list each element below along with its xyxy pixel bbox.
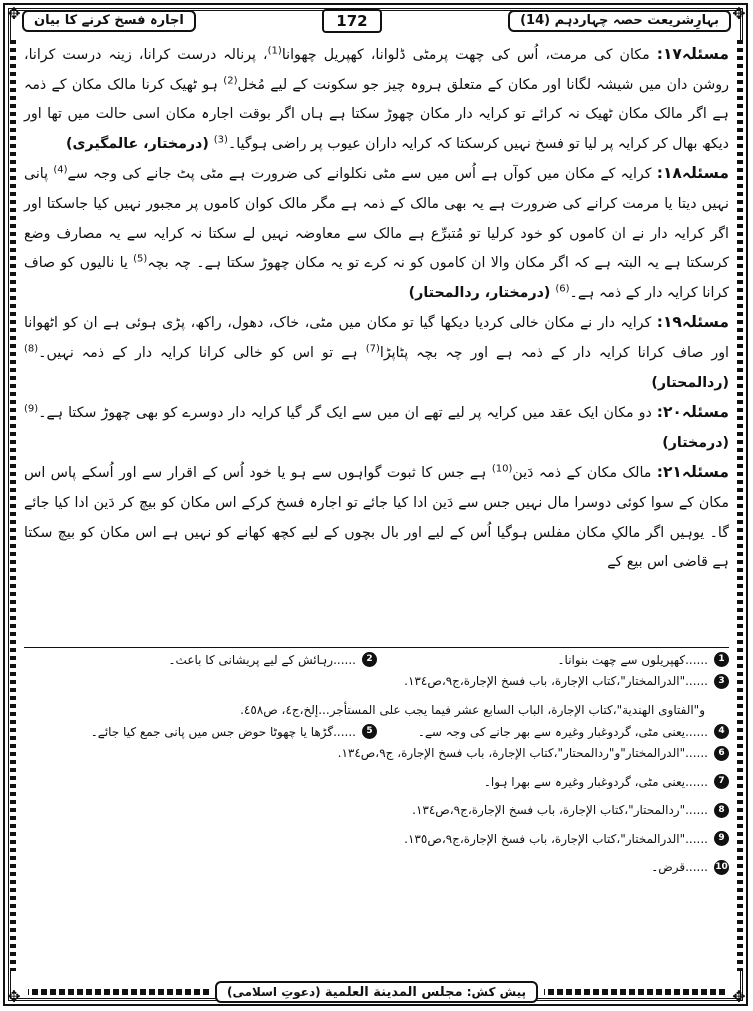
page-header <box>22 10 731 32</box>
masala-label: مسئلہ۱۷: <box>656 45 729 63</box>
masala-text: ہے تو اس کو خالی کرانا کرایہ دار کے ذمہ نہیں۔ <box>38 344 366 361</box>
footnote-text: ......یعنی مٹی، گردوغبار وغیرہ سے بھر جانے کی وجہ سے۔ <box>417 724 708 739</box>
masala-18 <box>24 159 729 308</box>
masala-text: ، پرنالہ درست کرانا، زینہ درست کرانا، روشن دان میں شیشہ لگانا اور مکان کے متعلق ہروہ چیز جو سکونت کے لیے مُخل <box>24 47 729 93</box>
footnote-ref[interactable]: (7) <box>365 343 380 355</box>
masala-label: مسئلہ۱۹: <box>656 313 729 332</box>
chapter-title: اجارہ فسخ کرنے کا بیان <box>22 10 196 32</box>
masala-text: پانی نہیں دیتا یا مرمت کرانے کی ضرورت ہے یہ بھی مالک کے ذمہ ہے مگر مالک کوان کاموں پر مجبور نہیں کیا جاسکتا اور اگر کرایہ دار نے ان کاموں کو خود کرلیا تو مُتبرِّع ہے مالک سے معاوضہ نہیں لے سکتا نہ کرایہ سے یہ مصارف وضع کرسکتا ہے یہ البتہ ہے کہ اگر مکان والا ان کاموں کو نہ کرے تو یہ مکان چھوڑ سکتا ہے۔ چہ بچہ <box>24 166 729 272</box>
masala-20 <box>24 398 729 458</box>
corner-ornament-icon: ✥ <box>732 987 746 1006</box>
publisher-prefix: پیش کش: <box>466 985 527 999</box>
footnote-2 <box>25 652 377 667</box>
masala-text: یا نالیوں کو صاف کرانا کرایہ دار کے ذمہ ہے۔ <box>24 255 729 301</box>
footnote-number-badge: 9 <box>714 831 729 846</box>
footnote-10 <box>24 853 729 882</box>
footnote-text: ......رہائش کے لیے پریشانی کا باعث۔ <box>168 652 356 667</box>
footnote-ref[interactable]: (9) <box>24 403 39 415</box>
masala-label: مسئلہ۲۰: <box>656 403 729 422</box>
footnote-divider <box>24 647 729 648</box>
book-title: بہارِشریعت حصہ چہاردہم (14) <box>508 10 731 32</box>
footnote-row <box>24 652 729 667</box>
footnote-number-badge: 10 <box>714 860 729 875</box>
footnote-ref[interactable]: (10) <box>491 463 513 475</box>
source-citation: (درمختار، عالمگیری) <box>66 135 214 152</box>
masala-17 <box>24 40 729 159</box>
footnote-ref[interactable]: (8) <box>24 343 39 355</box>
footnote-number-badge: 1 <box>714 652 729 667</box>
footnote-number-badge: 7 <box>714 774 729 789</box>
footnote-number-badge: 4 <box>714 724 729 739</box>
main-text <box>24 40 729 578</box>
footnote-8 <box>24 796 729 825</box>
page-number: 172 <box>322 9 382 33</box>
footnote-6 <box>24 739 729 768</box>
footnote-ref[interactable]: (5) <box>133 253 148 265</box>
footnote-text: و"الفتاوى الهندية"،كتاب الإجارة، الباب السابع عشر فيما يجب على المستأجر...إلخ،ج٤، ص٤٥٨. <box>240 702 705 717</box>
footnote-ref[interactable]: (1) <box>267 45 282 57</box>
masala-label: مسئلہ۱۸: <box>656 164 729 183</box>
footnote-3 <box>24 667 729 696</box>
footnote-1 <box>377 652 729 667</box>
footnote-row <box>24 724 729 739</box>
footnote-text: ......گڑھا یا چھوٹا حوض جس میں پانی جمع کیا جائے۔ <box>90 724 356 739</box>
source-citation: (درمختار، ردالمحتار) <box>408 284 556 301</box>
masala-text: مکان کی مرمت، اُس کی چھت پرمٹی ڈلوانا، کھپریل چھوانا <box>281 47 657 63</box>
publisher-credit <box>215 981 538 1003</box>
corner-ornament-icon: ✥ <box>7 987 21 1006</box>
masala-text: دو مکان ایک عقد میں کرایہ پر لیے تھے ان میں سے ایک گر گیا کرایہ دار دوسرے کو بھی چھوڑ سکتا ہے۔ <box>38 405 657 422</box>
masala-label: مسئلہ۲۱: <box>656 463 729 482</box>
footnote-ref[interactable]: (4) <box>53 164 68 176</box>
masala-text: ہو ٹھیک کرنا مالک مکان کے ذمہ ہے اگر مالک مکان ٹھیک نہ کرائے تو کرایہ دار مکان چھوڑ سکتا ہے ہاں اگر بوقت اجارہ مکان اسی حالت میں تھا اور دیکھ بھال کر کرایہ پر لیا تو فسخ نہیں کرسکتا کہ کرایہ داران عیوب پر راضی ہوگیا۔ <box>24 76 729 152</box>
footnote-9 <box>24 825 729 854</box>
footer-ornament <box>544 989 725 995</box>
footnote-ref[interactable]: (6) <box>555 283 570 295</box>
page-footer <box>22 981 731 1003</box>
footnote-text: ......"الدرالمختار"و"ردالمحتار"،كتاب الإجارة، باب فسخ الإجارة، ج۹،ص١٣٤. <box>337 746 708 761</box>
footnote-text: ......"الدرالمختار"،كتاب الإجارة، باب فسخ الإجارة،ج۹،ص١٣٤. <box>404 674 708 689</box>
footnote-number-badge: 6 <box>714 746 729 761</box>
footer-ornament <box>28 989 209 995</box>
footnote-number-badge: 5 <box>362 724 377 739</box>
footnote-text: ......قرض۔ <box>651 860 708 875</box>
footnote-5 <box>25 724 377 739</box>
left-border-ornament <box>10 40 16 971</box>
footnotes <box>24 652 729 882</box>
corner-ornament-icon: ✥ <box>732 4 746 23</box>
footnote-4 <box>377 724 729 739</box>
footnote-number-badge: 2 <box>362 652 377 667</box>
footnote-text: ......کھپریلوں سے چھت بنوانا۔ <box>557 652 708 667</box>
masala-text: کرایہ کے مکان میں کوآں ہے اُس میں سے مٹی نکلوانے کی ضرورت ہے مٹی پٹ جانے کی وجہ سے <box>67 166 657 183</box>
masala-21 <box>24 458 729 577</box>
footnote-ref[interactable]: (3) <box>213 134 228 146</box>
masala-19 <box>24 308 729 398</box>
source-citation: (درمختار) <box>662 434 729 451</box>
footnote-7 <box>24 768 729 797</box>
masala-text: ہے جس کا ثبوت گواہوں سے ہو یا خود اُس کے اقرار سے اور اُسکے پاس اس مکان کے سوا کوئی دوسرا مال نہیں جس سے دَین ادا کیا جائے تو اجارہ فسخ کرکے اس مکان کو بیچ کر دَین ادا کیا جائے گا۔ یوہیں اگر مالکِ مکان مفلس ہوگیا اُس کے لیے اور بال بچوں کے لیے کچھ کھانے کو نہیں ہے اس مکان کو بیچ سکتا ہے قاضی اس بیع کے <box>24 465 729 571</box>
footnote-text: ......"ردالمحتار"،كتاب الإجارة، باب فسخ الإجارة،ج۹،ص١٣٤. <box>412 803 708 818</box>
masala-text: مالک مکان کے ذمہ دَین <box>512 465 657 482</box>
right-border-ornament <box>737 40 743 971</box>
footnote-text: ......"الدرالمختار"،كتاب الإجارة، باب فسخ الإجارة،ج۹،ص١٣٥. <box>404 831 708 846</box>
publisher-name: مجلس المدينة العلمية <box>324 985 463 1000</box>
footnote-3-continued <box>24 696 729 725</box>
footnote-number-badge: 3 <box>714 674 729 689</box>
publisher-suffix: (دعوتِ اسلامی) <box>226 985 321 999</box>
footnote-text: ......یعنی مٹی، گردوغبار وغیرہ سے بھرا ہوا۔ <box>483 774 708 789</box>
masala-text: کرایہ دار نے مکان خالی کردیا دیکھا گیا تو مکان میں مٹی، خاک، دھول، راکھ، پڑی ہوئی ہے ان کو اٹھوانا اور صاف کرانا کرایہ دار کے ذمہ ہے اور چہ بچہ پٹاپڑا <box>24 315 729 361</box>
corner-ornament-icon: ✥ <box>7 4 21 23</box>
source-citation: (ردالمحتار) <box>651 374 729 391</box>
footnote-number-badge: 8 <box>714 803 729 818</box>
footnote-ref[interactable]: (2) <box>223 74 238 86</box>
